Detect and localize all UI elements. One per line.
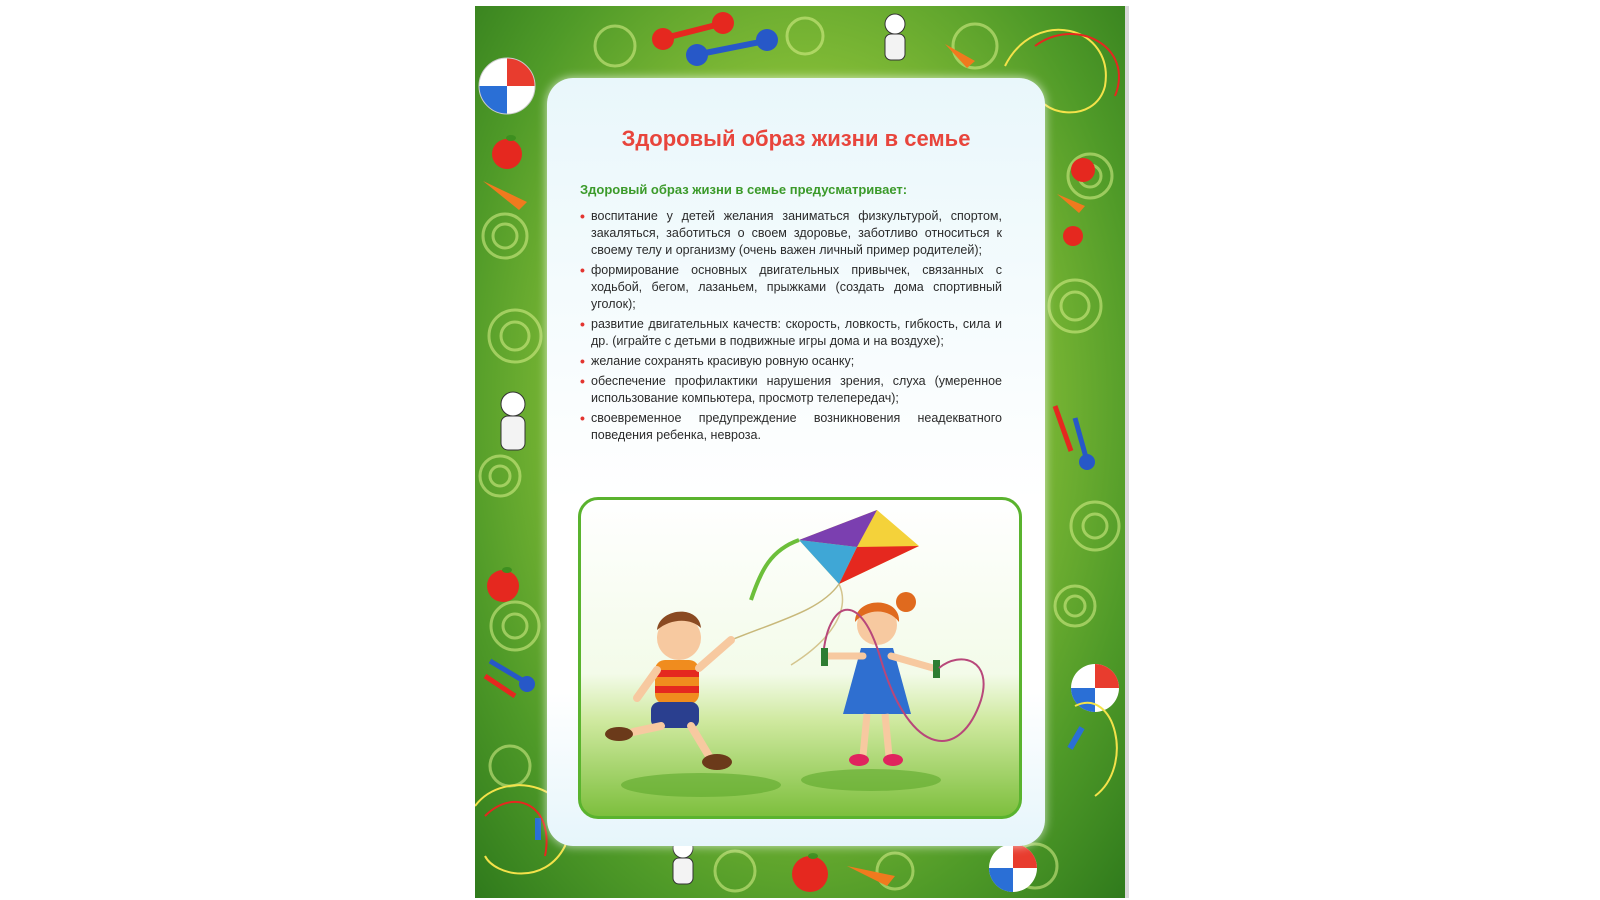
list-item-text: своевременное предупреждение возникновения неадекватного поведения ребенка, невроза. — [591, 411, 1002, 442]
bullet-marker: • — [580, 373, 585, 389]
brochure-page — [475, 6, 1128, 898]
list-item-text: желание сохранять красивую ровную осанку; — [591, 354, 855, 368]
bullet-marker: • — [580, 410, 585, 426]
beach-ball-icon — [479, 58, 535, 114]
list-item — [580, 262, 1002, 313]
bullet-marker: • — [580, 208, 585, 224]
list-item — [580, 353, 1002, 370]
page-edge — [1125, 6, 1129, 898]
bullet-marker: • — [580, 316, 585, 332]
list-item — [580, 373, 1002, 407]
list-item — [580, 316, 1002, 350]
beach-ball-icon — [989, 844, 1037, 892]
list-item — [580, 410, 1002, 444]
girl-jumping-rope — [821, 592, 984, 766]
list-item-text: развитие двигательных качеств: скорость, ловкость, гибкость, сила и др. (играйте с детьми в подвижные игры дома и на воздухе); — [591, 317, 1002, 348]
bullet-list — [580, 208, 1002, 447]
intro-heading: Здоровый образ жизни в семье предусматривает: — [580, 182, 908, 197]
list-item-text: формирование основных двигательных привычек, связанных с ходьбой, бегом, лазаньем, прыжками (создать дома спортивный уголок); — [591, 263, 1002, 311]
page-title: Здоровый образ жизни в семье — [621, 126, 971, 151]
list-item-text: обеспечение профилактики нарушения зрения, слуха (умеренное использование компьютера, просмотр телепередач); — [591, 374, 1002, 405]
list-item — [580, 208, 1002, 259]
illustration-art — [581, 500, 1019, 816]
bullet-marker: • — [580, 353, 585, 369]
children-illustration — [578, 497, 1022, 819]
bullet-marker: • — [580, 262, 585, 278]
boy-running — [605, 612, 732, 770]
list-item-text: воспитание у детей желания заниматься физкультурой, спортом, закаляться, заботиться о своем здоровье, заботливо относиться к своему телу и организму (очень важен личный пример родителей); — [591, 209, 1002, 257]
